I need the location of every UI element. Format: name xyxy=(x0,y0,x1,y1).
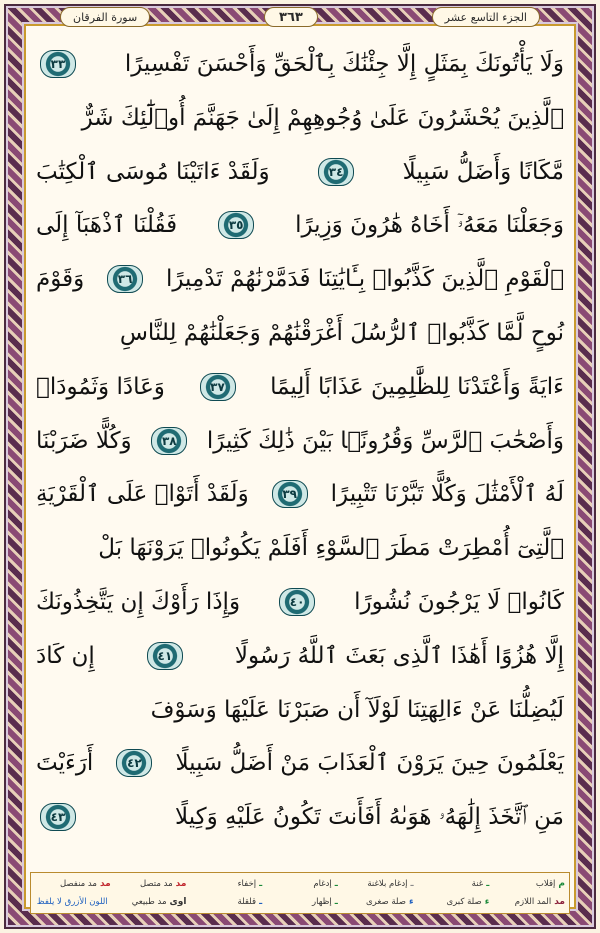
legend-label: قلقلة xyxy=(237,897,257,907)
verse-line xyxy=(36,36,564,92)
verse-line xyxy=(36,466,564,522)
ayah-number-marker: ٤١ xyxy=(147,642,183,670)
legend-item xyxy=(35,893,111,911)
verse-text: وَلَقَدْ ءَاتَيْنَا مُوسَى ٱلْكِتَٰبَ xyxy=(36,158,270,185)
verse-line xyxy=(36,305,564,361)
legend-item xyxy=(338,875,414,893)
verse-line xyxy=(36,144,564,200)
legend-label: إدغام xyxy=(313,879,332,889)
surah-name: سورة الفرقان xyxy=(60,7,150,27)
verse-text: مَّكَانًا وَأَضَلُّ سَبِيلًا xyxy=(402,158,564,185)
legend-swatch: ـ xyxy=(259,897,263,907)
legend-label: إدغام بلاغنة xyxy=(367,879,408,889)
legend-label: المد اللازم xyxy=(514,897,552,907)
legend-item xyxy=(262,893,338,911)
ayah-number-marker: ٤٣ xyxy=(40,803,76,831)
verse-text: وَلَا يَأْتُونَكَ بِمَثَلٍ إِلَّا جِئْنَٰكَ بِٱلْحَقِّ وَأَحْسَنَ تَفْسِيرًا xyxy=(124,51,564,77)
legend-swatch: اوى xyxy=(169,897,187,907)
verse-text: فَقُلْنَا ٱذْهَبَآ إِلَى xyxy=(36,212,178,239)
legend-swatch: مد xyxy=(175,879,187,889)
legend-item xyxy=(338,893,414,911)
legend-item xyxy=(111,893,187,911)
legend-label: إخفاء xyxy=(237,879,257,889)
legend-label: إظهار xyxy=(312,897,332,907)
verse-text: إِن كَادَ xyxy=(36,642,95,669)
verse-line xyxy=(36,251,564,307)
juz-name: الجزء التاسع عشر xyxy=(432,7,540,27)
quran-text-block xyxy=(30,34,570,842)
legend-label: إقلاب xyxy=(535,879,556,889)
verse-text: وَعَادًا وَثَمُودَا۟ xyxy=(36,373,165,400)
legend-item xyxy=(489,893,565,911)
legend-swatch: ـ xyxy=(486,879,490,889)
legend-item xyxy=(489,875,565,893)
legend-item xyxy=(35,875,111,893)
ayah-number-marker: ٣٣ xyxy=(40,50,76,78)
ayah-number-marker: ٣٧ xyxy=(200,373,236,401)
page-header xyxy=(60,6,540,28)
verse-line xyxy=(36,520,564,576)
verse-text: وَلَقَدْ أَتَوْا۟ عَلَى ٱلْقَرْيَةِ xyxy=(36,481,249,508)
legend-swatch: ء xyxy=(408,897,414,907)
legend-swatch: ـ xyxy=(334,879,338,889)
verse-text: ٱلْقَوْمِ ٱلَّذِينَ كَذَّبُوا۟ بِـَٔايَٰتِنَا فَدَمَّرْنَٰهُمْ تَدْمِيرًا xyxy=(165,266,564,293)
verse-line xyxy=(36,359,564,415)
ayah-number-marker: ٤٢ xyxy=(116,749,152,777)
legend-item xyxy=(186,875,262,893)
verse-text: كَانُوا۟ لَا يَرْجُونَ نُشُورًا xyxy=(354,589,564,615)
verse-text: يَعْلَمُونَ حِينَ يَرَوْنَ ٱلْعَذَابَ مَنْ أَضَلُّ سَبِيلًا xyxy=(175,750,564,777)
verse-line xyxy=(36,789,564,845)
verse-text: نُوحٍ لَّمَّا كَذَّبُوا۟ ٱلرُّسُلَ أَغْرَقْنَٰهُمْ وَجَعَلْنَٰهُمْ لِلنَّاسِ xyxy=(119,320,564,346)
legend-label: صلة صغرى xyxy=(366,897,406,907)
legend-label: مد متصل xyxy=(140,879,173,889)
verse-text: وَأَصْحَٰبَ ٱلرَّسِّ وَقُرُونًۢا بَيْنَ ذَٰلِكَ كَثِيرًا xyxy=(206,427,564,454)
legend-item xyxy=(262,875,338,893)
ayah-number-marker: ٣٤ xyxy=(318,158,354,186)
tajweed-legend xyxy=(30,872,570,914)
verse-line xyxy=(36,197,564,253)
legend-label: غنة xyxy=(471,879,484,889)
verse-line xyxy=(36,90,564,146)
ayah-number-marker: ٤٠ xyxy=(279,588,315,616)
legend-item xyxy=(111,875,187,893)
verse-line xyxy=(36,628,564,684)
verse-line xyxy=(36,735,564,791)
legend-label: مد طبيعي xyxy=(131,897,167,907)
legend-item xyxy=(414,875,490,893)
verse-line xyxy=(36,413,564,469)
legend-swatch: مد xyxy=(99,879,111,889)
verse-line xyxy=(36,682,564,738)
verse-text: ٱلَّتِىٓ أُمْطِرَتْ مَطَرَ ٱلسَّوْءِ أَفَلَمْ يَكُونُوا۟ يَرَوْنَهَا بَلْ xyxy=(98,535,564,562)
verse-text: أَرَءَيْتَ xyxy=(36,750,94,777)
verse-text: وَكُلًّا ضَرَبْنَا xyxy=(36,427,132,454)
verse-text: إِلَّا هُزُوًا أَهَٰذَا ٱلَّذِى بَعَثَ ٱللَّهُ رَسُولًا xyxy=(234,642,564,669)
legend-label: اللون الأزرق لا يلفظ xyxy=(36,897,108,907)
verse-text: مَنِ ٱتَّخَذَ إِلَٰهَهُۥ هَوَىٰهُ أَفَأَنتَ تَكُونُ عَلَيْهِ وَكِيلًا xyxy=(174,804,564,831)
legend-label: صلة كبرى xyxy=(446,897,482,907)
verse-text: وَقَوْمَ xyxy=(36,266,85,293)
legend-swatch: م xyxy=(558,879,565,889)
ayah-number-marker: ٣٥ xyxy=(218,211,254,239)
verse-text: ٱلَّذِينَ يُحْشَرُونَ عَلَىٰ وُجُوهِهِمْ إِلَىٰ جَهَنَّمَ أُو۟لَٰٓئِكَ شَرٌّ xyxy=(81,104,564,131)
legend-swatch: ـ xyxy=(259,879,263,889)
verse-text: ءَايَةً وَأَعْتَدْنَا لِلظَّٰلِمِينَ عَذَابًا أَلِيمًا xyxy=(270,373,564,400)
ayah-number-marker: ٣٦ xyxy=(107,265,143,293)
verse-text: لَيُضِلُّنَا عَنْ ءَالِهَتِنَا لَوْلَآ أَن صَبَرْنَا عَلَيْهَا وَسَوْفَ xyxy=(150,696,564,723)
legend-swatch: ـ xyxy=(334,897,338,907)
legend-item xyxy=(414,893,490,911)
verse-line xyxy=(36,574,564,630)
ayah-number-marker: ٣٩ xyxy=(272,480,308,508)
verse-text: لَهُ ٱلْأَمْثَٰلَ وَكُلًّا تَبَّرْنَا تَتْبِيرًا xyxy=(330,481,564,508)
ayah-number-marker: ٣٨ xyxy=(151,427,187,455)
page-number: ٣٦٣ xyxy=(264,7,318,27)
legend-swatch: مد xyxy=(554,897,565,907)
verse-text: وَجَعَلْنَا مَعَهُۥٓ أَخَاهُ هَٰرُونَ وَزِيرًا xyxy=(295,212,564,239)
legend-label: مد منفصل xyxy=(59,879,97,889)
legend-item xyxy=(186,893,262,911)
legend-swatch: ـ xyxy=(410,879,414,889)
verse-text: وَإِذَا رَأَوْكَ إِن يَتَّخِذُونَكَ xyxy=(36,589,241,615)
legend-swatch: ء xyxy=(484,897,490,907)
